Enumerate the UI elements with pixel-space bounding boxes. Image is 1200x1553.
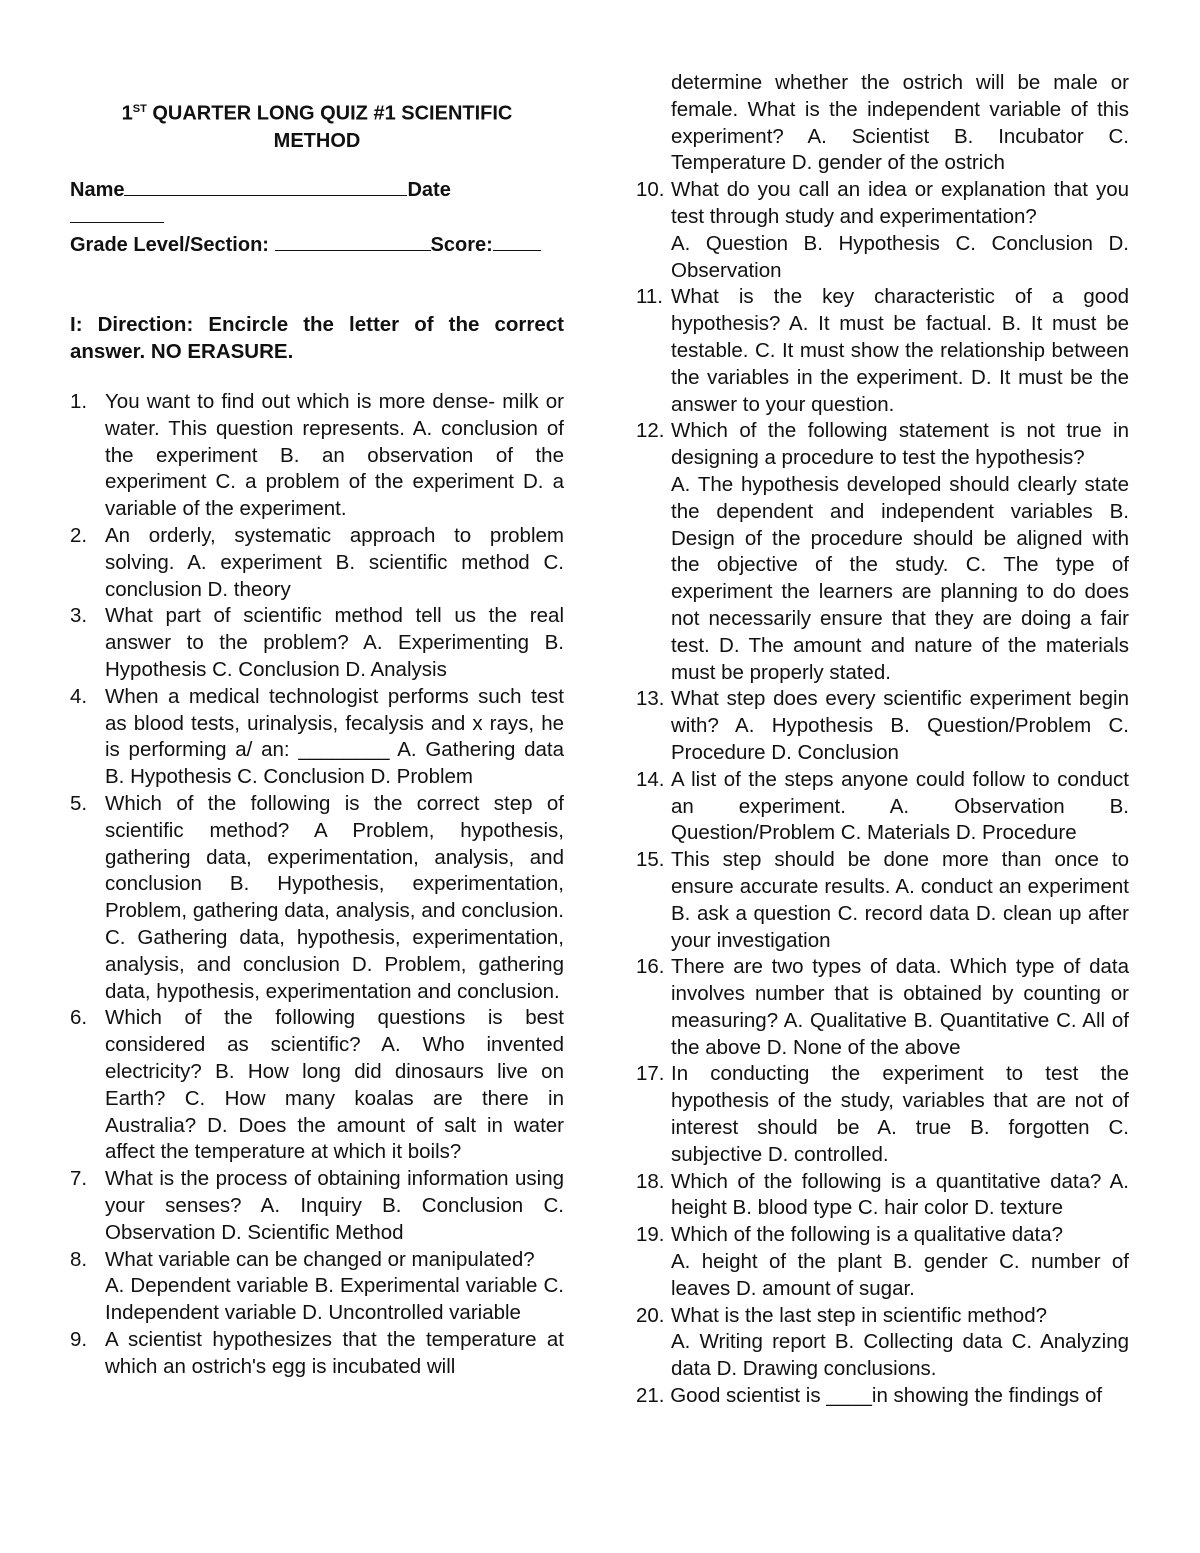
question-number: 19. xyxy=(636,1223,665,1247)
grade-score-line xyxy=(70,232,564,259)
question-text: Which of the following is a quantitative data? A. height B. blood type C. hair color D. texture xyxy=(671,1169,1129,1220)
question-item xyxy=(636,177,1129,284)
question-number: 18. xyxy=(636,1169,665,1193)
question-text: A list of the steps anyone could follow to conduct an experiment. A. Observation B. Question/Problem C. Materials D. Procedure xyxy=(671,767,1129,845)
date-label: Date xyxy=(407,179,451,201)
question-text: Which of the following is the correct step of scientific method? A Problem, hypothesis, gathering data, experimentation, analysis, and conclusion B. Hypothesis, experimentation, Problem, gathering data, analysis, and conclusion. C. Gathering data, hypothesis, experimentation, analysis, and conclusion D. Problem, gathering data, hypothesis, experimentation and conclusion. xyxy=(105,791,564,1003)
question-text: A scientist hypothesizes that the temperature at which an ostrich's egg is incubated will xyxy=(105,1327,564,1378)
question-body xyxy=(671,847,1129,954)
question-number: 20. xyxy=(636,1303,665,1327)
question-text: What is the last step in scientific method? xyxy=(671,1303,1048,1327)
question-text: Which of the following questions is best considered as scientific? A. Who invented electricity? B. How long did dinosaurs live on Earth? C. How many koalas are there in Australia? D. Does the amount of salt in water affect the temperature at which it boils? xyxy=(105,1006,564,1164)
question-text: In conducting the experiment to test the hypothesis of the study, variables that are not of interest should be A. true B. forgotten C. subjective D. controlled. xyxy=(671,1062,1129,1166)
question-list-left xyxy=(70,389,564,1380)
score-blank xyxy=(493,250,541,251)
question-text: What step does every scientific experiment begin with? A. Hypothesis B. Question/Problem C. Procedure D. Conclusion xyxy=(671,687,1129,764)
question-text: A. Dependent variable B. Experimental variable C. Independent variable D. Uncontrolled variable xyxy=(105,1274,564,1325)
question-text: There are two types of data. Which type of data involves number that is obtained by counting or measuring? A. Qualitative B. Quantitative C. All of the above D. None of the above xyxy=(671,955,1129,1059)
question-text: What do you call an idea or explanation that you test through study and experimentation? xyxy=(671,178,1129,228)
title-line-1: QUARTER LONG QUIZ #1 SCIENTIFIC xyxy=(146,102,513,125)
question-body xyxy=(671,686,1129,766)
question-number: 5. xyxy=(70,791,88,815)
question-item xyxy=(70,1005,564,1166)
question-item xyxy=(70,1273,564,1327)
question-number: 3. xyxy=(70,604,88,628)
question-body xyxy=(671,767,1129,847)
question-body xyxy=(671,1061,1129,1168)
question-body xyxy=(671,954,1129,1061)
question-body xyxy=(671,418,1129,686)
question-body xyxy=(671,1169,1129,1223)
question-item xyxy=(636,1061,1129,1168)
question-number: 1. xyxy=(70,390,88,413)
question-item xyxy=(636,1222,1129,1302)
question-body xyxy=(671,1222,1129,1302)
question-number: 7. xyxy=(70,1167,88,1191)
title-number: 1 xyxy=(121,102,133,125)
question-item xyxy=(636,847,1129,954)
question-9-continued: determine whether the ostrich will be male or female. What is the independent variable of this experiment? A. Scientist B. Incubator C. Temperature D. gender of the ostrich xyxy=(671,71,1129,175)
grade-section-blank xyxy=(275,250,431,251)
question-number: 12. xyxy=(636,419,665,443)
question-item xyxy=(70,389,564,523)
question-item xyxy=(636,686,1129,766)
question-item xyxy=(636,767,1129,847)
date-blank xyxy=(70,222,164,223)
question-number: 15. xyxy=(636,848,665,872)
question-body xyxy=(671,1303,1129,1383)
quiz-title xyxy=(70,96,564,155)
question-number: 9. xyxy=(70,1327,88,1351)
question-item xyxy=(70,684,564,791)
question-choices: A. Question B. Hypothesis C. Conclusion D. Observation xyxy=(671,231,1129,282)
question-item xyxy=(70,1327,564,1381)
question-list-right xyxy=(636,70,1129,1410)
question-item xyxy=(636,1169,1129,1223)
question-21: 21. Good scientist is ____in showing the findings of xyxy=(636,1384,1103,1408)
question-body xyxy=(671,284,1129,418)
question-text: Which of the following statement is not true in designing a procedure to test the hypothesis? xyxy=(671,419,1129,470)
question-item xyxy=(70,1247,564,1274)
question-item xyxy=(636,954,1129,1061)
question-choices: A. The hypothesis developed should clearly state the dependent and independent variables B. Design of the procedure should be aligned with the objective of the study. C. The type of experiment the learners are planning to do does not necessarily ensure that they are doing a fair test. D. The amount and nature of the materials must be properly stated. xyxy=(671,472,1129,684)
question-number: 10. xyxy=(636,178,665,202)
question-number xyxy=(70,1273,105,1327)
title-superscript: ST xyxy=(132,103,147,115)
name-label: Name xyxy=(70,179,125,201)
question-text: What variable can be changed or manipulated? xyxy=(105,1247,535,1271)
question-item xyxy=(70,603,564,683)
question-text: An orderly, systematic approach to problem solving. A. experiment B. scientific method C. conclusion D. theory xyxy=(105,523,564,601)
question-number: 17. xyxy=(636,1062,665,1086)
question-number: 2. xyxy=(70,523,88,547)
question-text: You want to find out which is more dense- milk or water. This question represents. A. conclusion of the experiment B. an observation of the experiment C. a problem of the experiment D. a variable of the experiment. xyxy=(105,390,564,521)
direction-text: I: Direction: Encircle the letter of the correct answer. NO ERASURE. xyxy=(70,313,564,363)
question-choices: A. height of the plant B. gender C. number of leaves D. amount of sugar. xyxy=(671,1250,1129,1300)
question-number: 14. xyxy=(636,767,665,791)
question-text: Which of the following is a qualitative data? xyxy=(671,1223,1064,1247)
question-number: 11. xyxy=(636,285,663,309)
title-line-2: METHOD xyxy=(273,129,361,152)
question-body xyxy=(671,177,1129,284)
question-item xyxy=(636,284,1129,418)
question-number: 8. xyxy=(70,1247,88,1271)
question-number: 4. xyxy=(70,684,88,708)
question-choices: A. Writing report B. Collecting data C. Analyzing data D. Drawing conclusions. xyxy=(671,1330,1129,1381)
question-item xyxy=(70,523,564,603)
question-item xyxy=(70,791,564,1005)
question-number: 13. xyxy=(636,687,665,711)
name-date-line xyxy=(70,177,564,231)
question-number: 6. xyxy=(70,1006,88,1030)
question-text: When a medical technologist performs such test as blood tests, urinalysis, fecalysis and x rays, he is performing a/ an: ________ A. Gathering data B. Hypothesis C. Conclusion D. Problem xyxy=(105,684,564,789)
name-blank xyxy=(124,195,407,196)
question-text: This step should be done more than once to ensure accurate results. A. conduct an experiment B. ask a question C. record data D. clean up after your investigation xyxy=(671,848,1129,952)
question-item xyxy=(636,1303,1129,1383)
grade-section-label: Grade Level/Section: xyxy=(70,234,275,256)
question-text: What part of scientific method tell us the real answer to the problem? A. Experimenting B. Hypothesis C. Conclusion D. Analysis xyxy=(105,604,564,681)
question-item xyxy=(636,418,1129,686)
question-number: 16. xyxy=(636,955,665,979)
question-text: What is the process of obtaining information using your senses? A. Inquiry B. Conclusion C. Observation D. Scientific Method xyxy=(105,1167,564,1244)
question-item xyxy=(70,1166,564,1246)
question-text: What is the key characteristic of a good hypothesis? A. It must be factual. B. It must be testable. C. It must show the relationship between the variables in the experiment. D. It must be the answer to your question. xyxy=(671,285,1129,416)
score-label: Score: xyxy=(430,234,493,256)
